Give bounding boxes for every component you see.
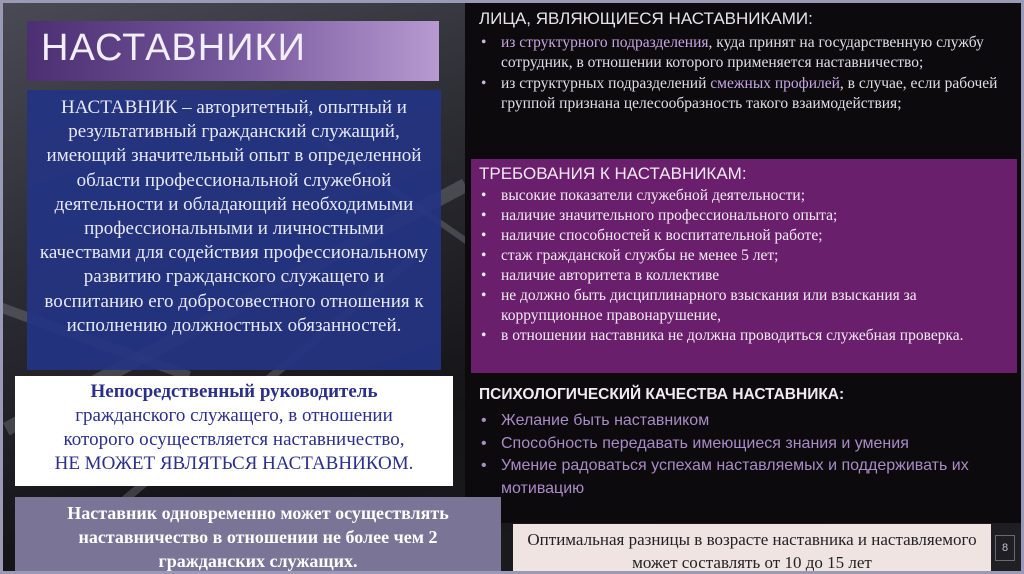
requirements-list (479, 186, 1009, 346)
persons-item (479, 74, 999, 113)
title-banner (27, 21, 439, 81)
manager-line-3: НЕ МОЖЕТ ЯВЛЯТЬСЯ НАСТАВНИКОМ. (54, 453, 414, 474)
mentee-limit-box (15, 497, 501, 574)
page-number: 8 (995, 535, 1015, 561)
mentee-limit-text: Наставник одновременно может осуществлять наставничество в отношении не более чем 2 гражданских служащих. (67, 503, 449, 571)
requirement-item: • в отношении наставника не должна проводиться служебная проверка. (479, 326, 1009, 346)
persons-item (479, 33, 999, 72)
requirement-item: • не должно быть дисциплинарного взыскания или взыскания за коррупционное правонарушение, (479, 286, 1009, 326)
mentor-definition-text: НАСТАВНИК – авторитетный, опытный и результативный гражданский служащий, имеющий значительный опыт в определенной области профессиональной служебной деятельности и обладающий необходимыми профессиональными и личностными качествами для содействия профессиональному развитию гражданского служащего и воспитанию его добросовестного отношения к исполнению должностных обязанностей. (39, 97, 429, 336)
psychology-item: • Желание быть наставником (479, 410, 999, 433)
persons-item-text: , в случае, если рабочей группой признана целесообразность такого взаимодействия; (501, 75, 998, 112)
persons-heading: ЛИЦА, ЯВЛЯЮЩИЕСЯ НАСТАВНИКАМИ: (479, 9, 813, 28)
psychology-item: • Умение радоваться успехам наставляемых и поддерживать их мотивацию (479, 455, 999, 500)
manager-line-2: которого осуществляется наставничество, (63, 429, 405, 450)
psychology-item: • Способность передавать имеющиеся знания и умения (479, 433, 999, 456)
requirement-item: • высокие показатели служебной деятельности; (479, 186, 1009, 206)
requirement-item: • наличие авторитета в коллективе (479, 266, 1009, 286)
persons-list (479, 33, 999, 115)
requirement-item: • наличие способностей к воспитательной работе; (479, 226, 1009, 246)
psychology-heading: ПСИХОЛОГИЧЕСКИЙ КАЧЕСТВА НАСТАВНИКА: (479, 386, 845, 403)
slide-title: НАСТАВНИКИ (41, 27, 306, 69)
mentor-definition-box (27, 90, 441, 370)
requirement-item: • наличие значительного профессионального опыта; (479, 206, 1009, 226)
persons-item-text: , куда принят на государственную службу сотрудник, в отношении которого применяется наставничество; (501, 34, 984, 71)
persons-item-highlight: смежных профилей (710, 75, 840, 92)
persons-item-text: из структурных подразделений (501, 75, 711, 92)
age-difference-box (513, 524, 991, 574)
age-difference-text: Оптимальная разницы в возрасте наставника и наставляемого может составлять от 10 до 15 лет (527, 530, 977, 572)
manager-line-1: гражданского служащего, в отношении (75, 405, 393, 426)
manager-note-box (15, 376, 453, 486)
requirement-item: • стаж гражданской службы не менее 5 лет; (479, 246, 1009, 266)
persons-item-highlight: из структурного подразделения (501, 34, 709, 51)
psychology-list (479, 410, 999, 500)
requirements-heading: ТРЕБОВАНИЯ К НАСТАВНИКАМ: (479, 164, 747, 183)
manager-heading: Непосредственный руководитель (90, 381, 378, 402)
